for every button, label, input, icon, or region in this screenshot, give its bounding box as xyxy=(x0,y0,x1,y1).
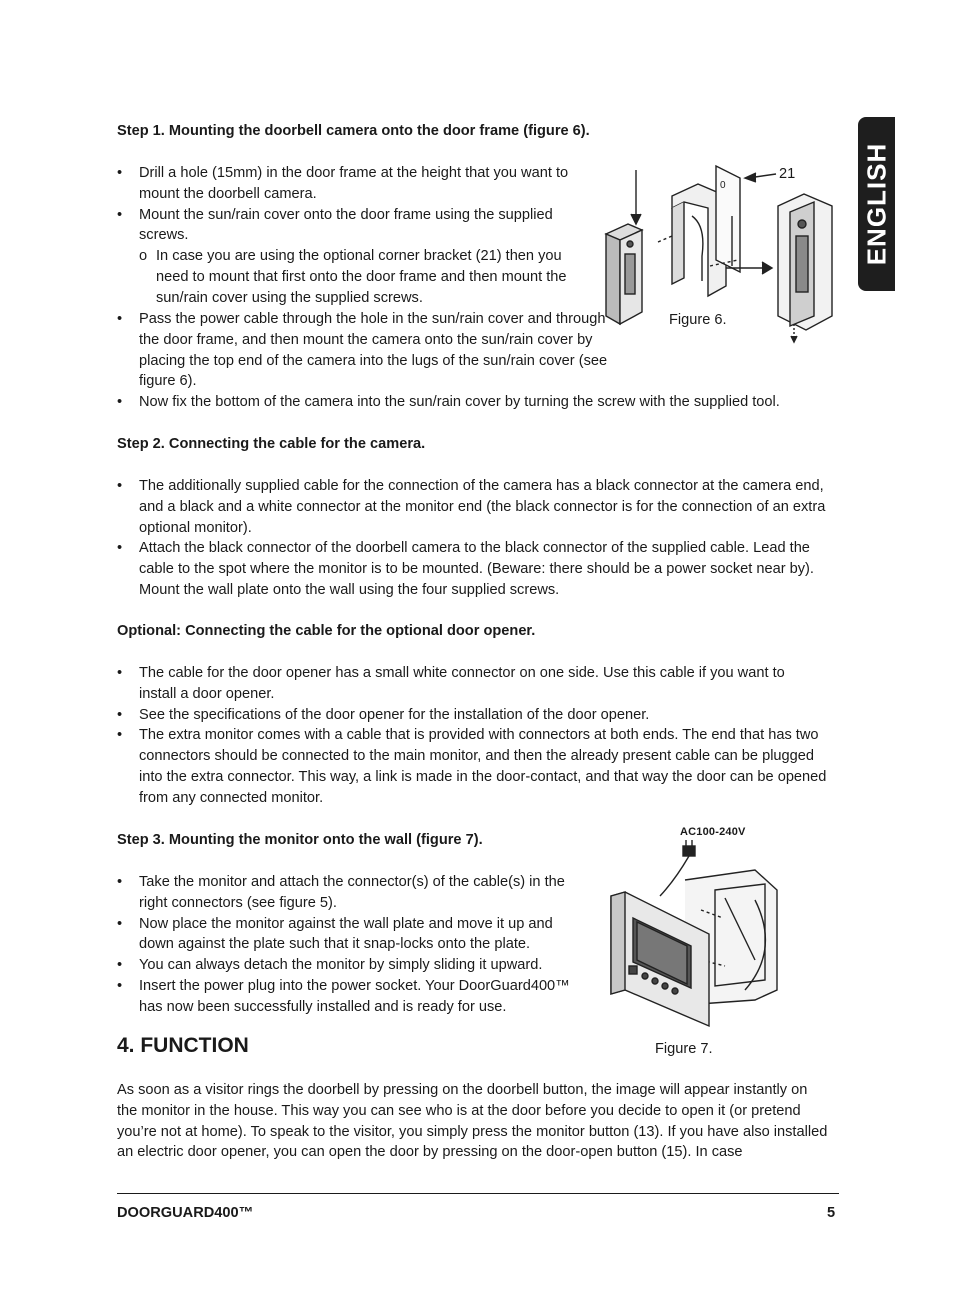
sub-item-marker: o xyxy=(139,248,148,265)
sub-list-item xyxy=(117,246,587,308)
section-title-function: 4. FUNCTION xyxy=(117,1034,249,1057)
list-item: • Insert the power plug into the power socket. Your DoorGuard400™ has now been successfully installed and is ready for use. xyxy=(117,976,589,1018)
list-item: • Pass the power cable through the hole in the sun/rain cover and through the door frame, and then mount the camera onto the sun/rain cover by placing the top end of the camera into the lugs of the sun/rain cover (see figure 6). xyxy=(117,309,622,392)
figure7-caption: Figure 7. xyxy=(655,1041,713,1057)
language-tab xyxy=(858,117,895,291)
list-item: • The extra monitor comes with a cable that is provided with connectors at both ends. The end that has two connectors should be connected to the main monitor, and then the already present cable can be plugged into the extra connector. This way, a link is made in the door-contact, and that way the door can be opened from any connected monitor. xyxy=(117,725,829,808)
footer-product-name: DOORGUARD400™ xyxy=(117,1205,254,1221)
page-number: 5 xyxy=(827,1205,836,1221)
optional-list xyxy=(117,663,829,809)
list-item: • See the specifications of the door opener for the installation of the door opener. xyxy=(117,705,829,726)
list-item: • Attach the black connector of the doorbell camera to the black connector of the supplied cable. Lead the cable to the spot where the monitor is to be mounted. (Beware: there should be a power socket near by). Mount the wall plate onto the wall using the four supplied screws. xyxy=(117,538,829,600)
function-body: As soon as a visitor rings the doorbell by pressing on the doorbell button, the image will appear instantly on the monitor in the house. This way you can see who is at the door before you decide to open it (or pretend you’re not at home). To speak to the visitor, you simply press the monitor button (13). If you have also installed an electric door opener, you can open the door by pressing on the door-open button (15). In case xyxy=(117,1082,828,1161)
step3-heading: Step 3. Mounting the monitor onto the wall (figure 7). xyxy=(117,832,483,848)
list-item: • Take the monitor and attach the connector(s) of the cable(s) in the right connectors (see figure 5). xyxy=(117,872,589,914)
optional-heading: Optional: Connecting the cable for the optional door opener. xyxy=(117,623,536,639)
list-item: • The additionally supplied cable for the connection of the camera has a black connector at the camera end, and a black and a white connector at the monitor end (the black connector is for the connection of an extra optional monitor). xyxy=(117,476,829,538)
sub-item-text: In case you are using the optional corner bracket (21) then you need to mount that first onto the door frame and then mount the sun/rain cover using the supplied screws. xyxy=(156,248,567,306)
figure7-power-label: AC100-240V xyxy=(680,826,746,838)
svg-text:0: 0 xyxy=(720,180,726,191)
figure7-illustration xyxy=(605,840,790,1030)
language-tab-label: ENGLISH xyxy=(861,142,891,266)
step3-list xyxy=(117,872,589,1018)
list-item: • Now fix the bottom of the camera into the sun/rain cover by turning the screw with the supplied tool. xyxy=(117,392,829,413)
footer-rule xyxy=(117,1193,839,1194)
list-item: • You can always detach the monitor by simply sliding it upward. xyxy=(117,955,589,976)
step2-heading: Step 2. Connecting the cable for the camera. xyxy=(117,436,426,452)
figure6-callout-21: 21 xyxy=(779,166,796,182)
figure6-caption: Figure 6. xyxy=(669,312,727,328)
list-item: • Mount the sun/rain cover onto the door frame using the supplied screws. xyxy=(117,205,587,247)
list-item: • Drill a hole (15mm) in the door frame at the height that you want to mount the doorbell camera. xyxy=(117,163,587,205)
step2-list xyxy=(117,476,829,601)
list-item: • The cable for the door opener has a small white connector on one side. Use this cable if you want to install a door opener. xyxy=(117,663,809,705)
step1-heading: Step 1. Mounting the doorbell camera onto the door frame (figure 6). xyxy=(117,123,590,139)
step1-list xyxy=(117,163,587,309)
list-item: • Now place the monitor against the wall plate and move it up and down against the plate such that it snap-locks onto the plate. xyxy=(117,914,589,956)
